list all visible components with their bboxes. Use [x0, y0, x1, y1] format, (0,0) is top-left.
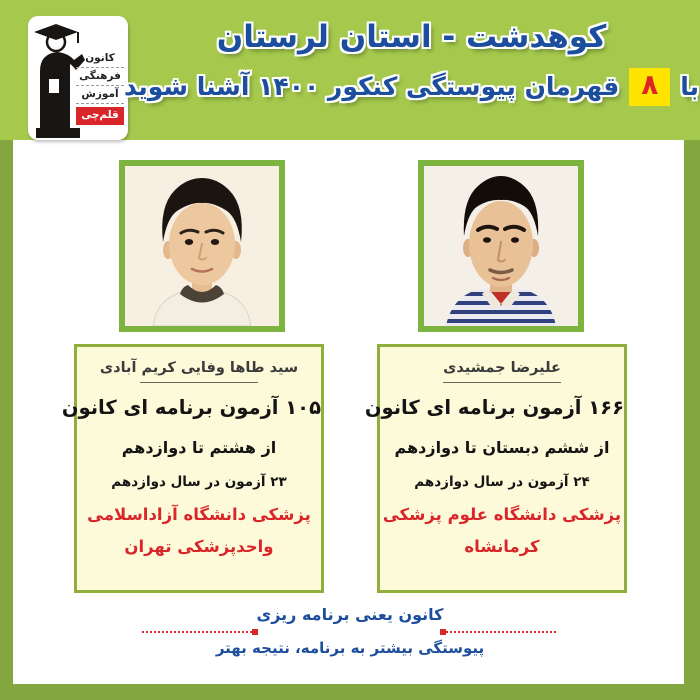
- student-photo-left: [119, 160, 285, 332]
- acceptance-major-line2: کرمانشاه: [464, 537, 540, 556]
- logo-words: [76, 50, 124, 125]
- acceptance-major-line2: واحدپزشکی تهران: [124, 537, 274, 556]
- logo-word-farhangi: فرهنگی: [76, 68, 124, 86]
- grade-range: از هشتم تا دوازدهم: [121, 438, 277, 457]
- acceptance-major-line1: پزشکی دانشگاه علوم پزشکی: [382, 505, 622, 524]
- ghalamchi-brand: قلم‌چی: [76, 107, 124, 125]
- page-title: کوهدشت - استان لرستان: [216, 19, 607, 55]
- tests-last-year: ۲۳ آزمون در سال دوازدهم: [111, 474, 287, 490]
- student-card-left: [61, 344, 324, 593]
- portrait-boy-icon: [125, 166, 279, 326]
- logo-word-amoozesh: آموزش: [76, 86, 124, 104]
- student-card-right: [364, 344, 627, 593]
- subtitle-rest: قهرمان پیوستگی کنکور ۱۴۰۰ آشنا شوید: [123, 71, 620, 101]
- name-underline: [443, 382, 561, 383]
- dotted-divider-right: [442, 631, 556, 633]
- header-text: [123, 19, 700, 106]
- acceptance-major-line1: پزشکی دانشگاه آزاداسلامی: [87, 505, 311, 524]
- student-photo-right: [418, 160, 584, 332]
- name-underline: [140, 382, 258, 383]
- tests-total: ۱۰۵ آزمون برنامه ای کانون: [61, 396, 321, 419]
- student-name: علیرضا جمشیدی: [443, 360, 561, 376]
- header: [0, 0, 700, 140]
- tests-total: ۱۶۶ آزمون برنامه ای کانون: [364, 396, 624, 419]
- student-name: سید طاها وفایی کریم آبادی: [99, 360, 299, 376]
- grade-range: از ششم دبستان تا دوازدهم: [394, 438, 610, 457]
- kanoon-logo: [28, 16, 128, 140]
- footer-slogan-1: کانون یعنی برنامه ریزی: [256, 605, 444, 624]
- frame-border-bottom: [0, 684, 700, 700]
- footer-slogan-2: پیوستگی بیشتر به برنامه، نتیجه بهتر: [215, 639, 485, 657]
- page-subtitle: [123, 68, 700, 106]
- logo-word-kanoon: کانون: [76, 50, 124, 68]
- champion-count-badge: ۸: [629, 68, 670, 106]
- tests-last-year: ۲۴ آزمون در سال دوازدهم: [414, 474, 590, 490]
- portrait-young-man-icon: [424, 166, 578, 326]
- subtitle-prefix: با: [680, 71, 700, 101]
- dotted-divider-left: [142, 631, 256, 633]
